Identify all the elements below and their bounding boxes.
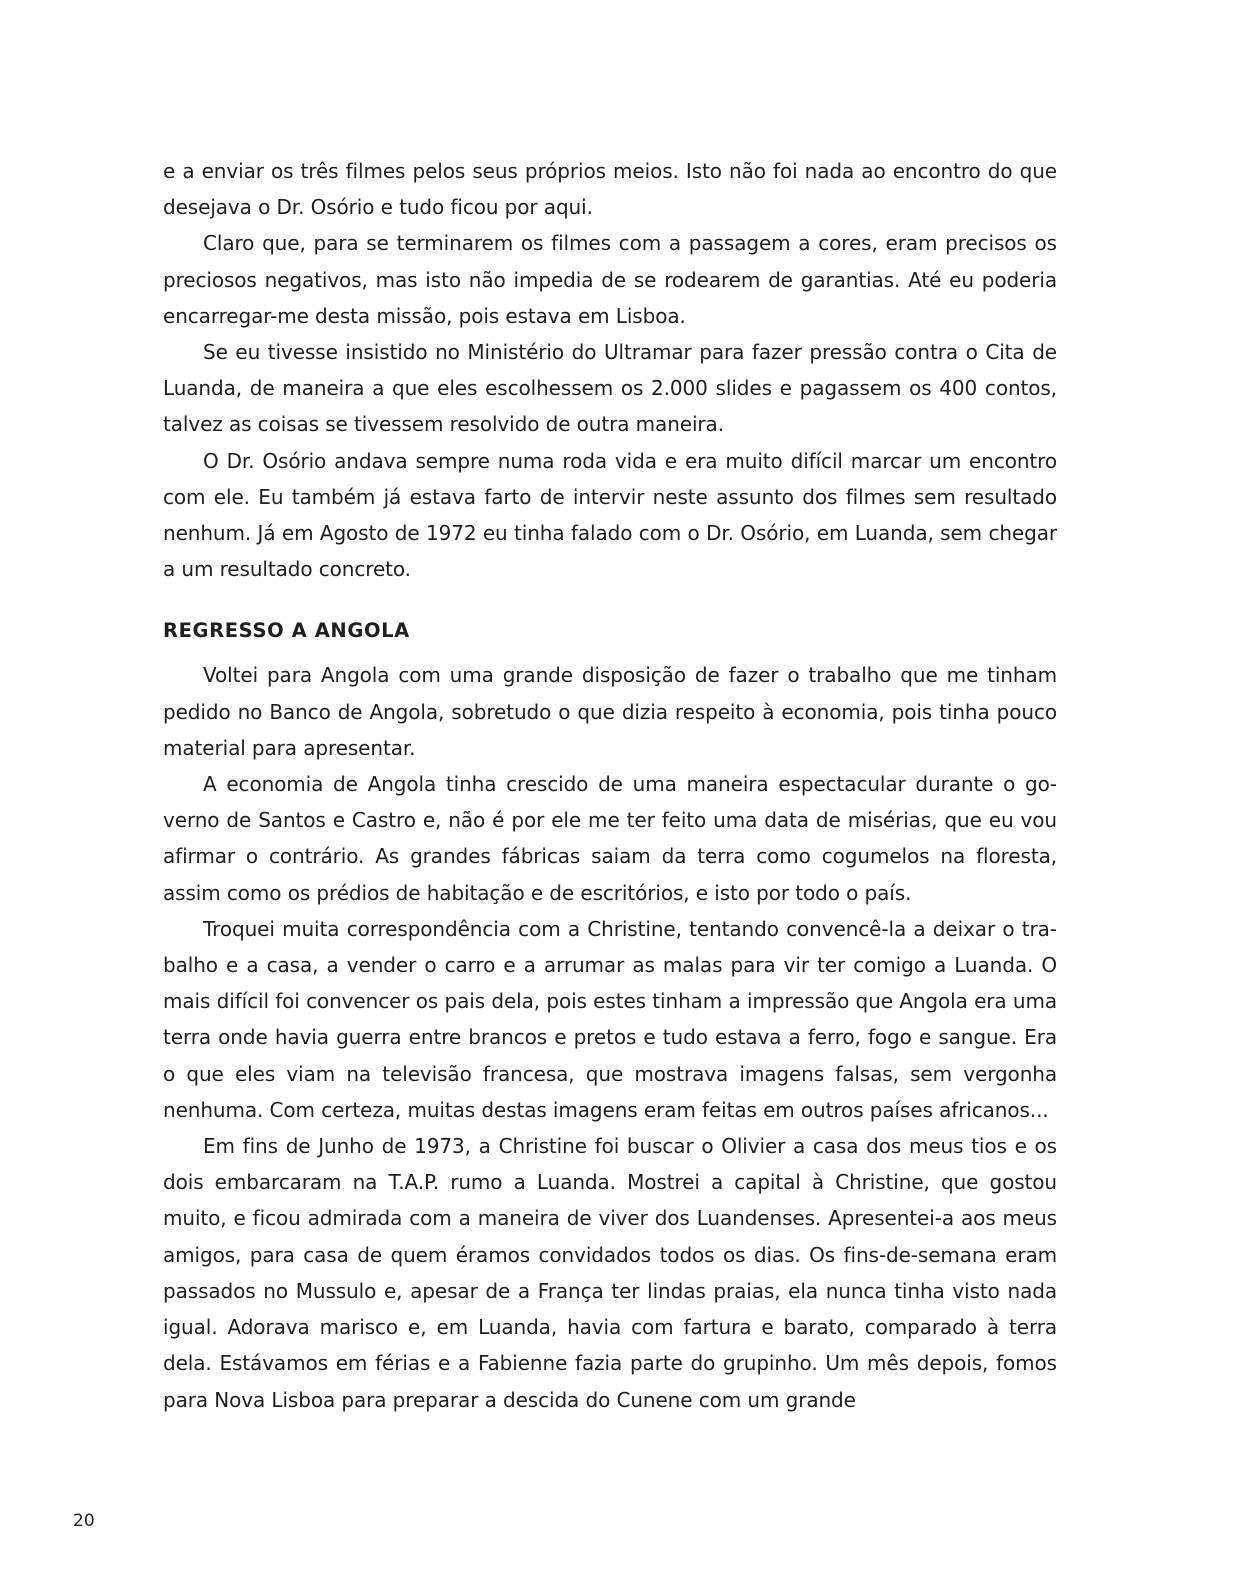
paragraph: Voltei para Angola com uma grande disposição de fazer o trabalho que me tinham pedido no Banco de Angola, sobretudo o que dizia respeito à economia, pois tinha pouco material para apresentar.	[163, 663, 1057, 760]
section-heading-wrap	[163, 613, 1057, 649]
paragraph: Troquei muita correspondência com a Christine, tentando convencê-la a deixar o trabalho e a casa, a vender o carro e a arrumar as malas para vir ter comigo a Luanda. O mais difícil foi convencer os pais dela, pois estes tinham a impressão que Angola era uma terra onde havia guerra entre brancos e pretos e tudo estava a ferro, fogo e sangue. Era o que eles viam na televisão francesa, que mostrava imagens falsas, sem vergonha nenhuma. Com certeza, muitas destas imagens eram feitas em outros países africanos...	[163, 916, 1057, 1122]
intro-text-block	[163, 153, 1057, 587]
paragraph: Claro que, para se terminarem os filmes com a passagem a cores, eram precisos os preciosos negativos, mas isto não impedia de se rodearem de garantias. Até eu poderia encarregar-me desta missão, pois estava em Lisboa.	[163, 231, 1057, 328]
paragraph: O Dr. Osório andava sempre numa roda vida e era muito difícil marcar um encontro com ele. Eu também já estava farto de intervir neste assunto dos filmes sem resultado nenhum. Já em Agosto de 1972 eu tinha falado com o Dr. Osório, em Luanda, sem chegar a um resultado concreto.	[163, 448, 1057, 582]
paragraph: Em fins de Junho de 1973, a Christine foi buscar o Olivier a casa dos meus tios e os dois embarcaram na T.A.P. rumo a Luanda. Mostrei a capital à Christine, que gostou muito, e ficou admirada com a maneira de viver dos Luandenses. Apresentei-a aos meus amigos, para casa de quem éramos convidados todos os dias. Os fins-de-semana eram passados no Mussulo e, apesar de a França ter lindas praias, ela nunca tinha visto nada igual. Adorava marisco e, em Luanda, havia com fartura e barato, comparado à terra dela. Estávamos em férias e a Fabienne fazia parte do grupinho. Um mês depois, fomos para Nova Lisboa para preparar a descida do Cunene com um grande	[163, 1134, 1057, 1412]
page-number: 20	[73, 1511, 95, 1531]
paragraph: Se eu tivesse insistido no Ministério do Ultramar para fazer pressão contra o Cita de Luanda, de maneira a que eles escolhessem os 2.000 slides e pagassem os 400 contos, talvez as coisas se tivessem resolvido de outra maneira.	[163, 340, 1057, 437]
paragraph: A economia de Angola tinha crescido de uma maneira espectacular durante o governo de Santos e Castro e, não é por ele me ter feito uma data de misérias, que eu vou afirmar o contrário. As grandes fábricas saiam da terra como cogumelos na floresta, assim como os prédios de habitação e de escritórios, e isto por todo o país.	[163, 772, 1057, 905]
section-heading: REGRESSO A ANGOLA	[163, 619, 410, 643]
paragraph-continuation: e a enviar os três filmes pelos seus próprios meios. Isto não foi nada ao encontro do que desejava o Dr. Osório e tudo ficou por aqui.	[163, 159, 1057, 220]
section-text-block	[163, 657, 1057, 1417]
page-body	[163, 153, 1057, 1418]
